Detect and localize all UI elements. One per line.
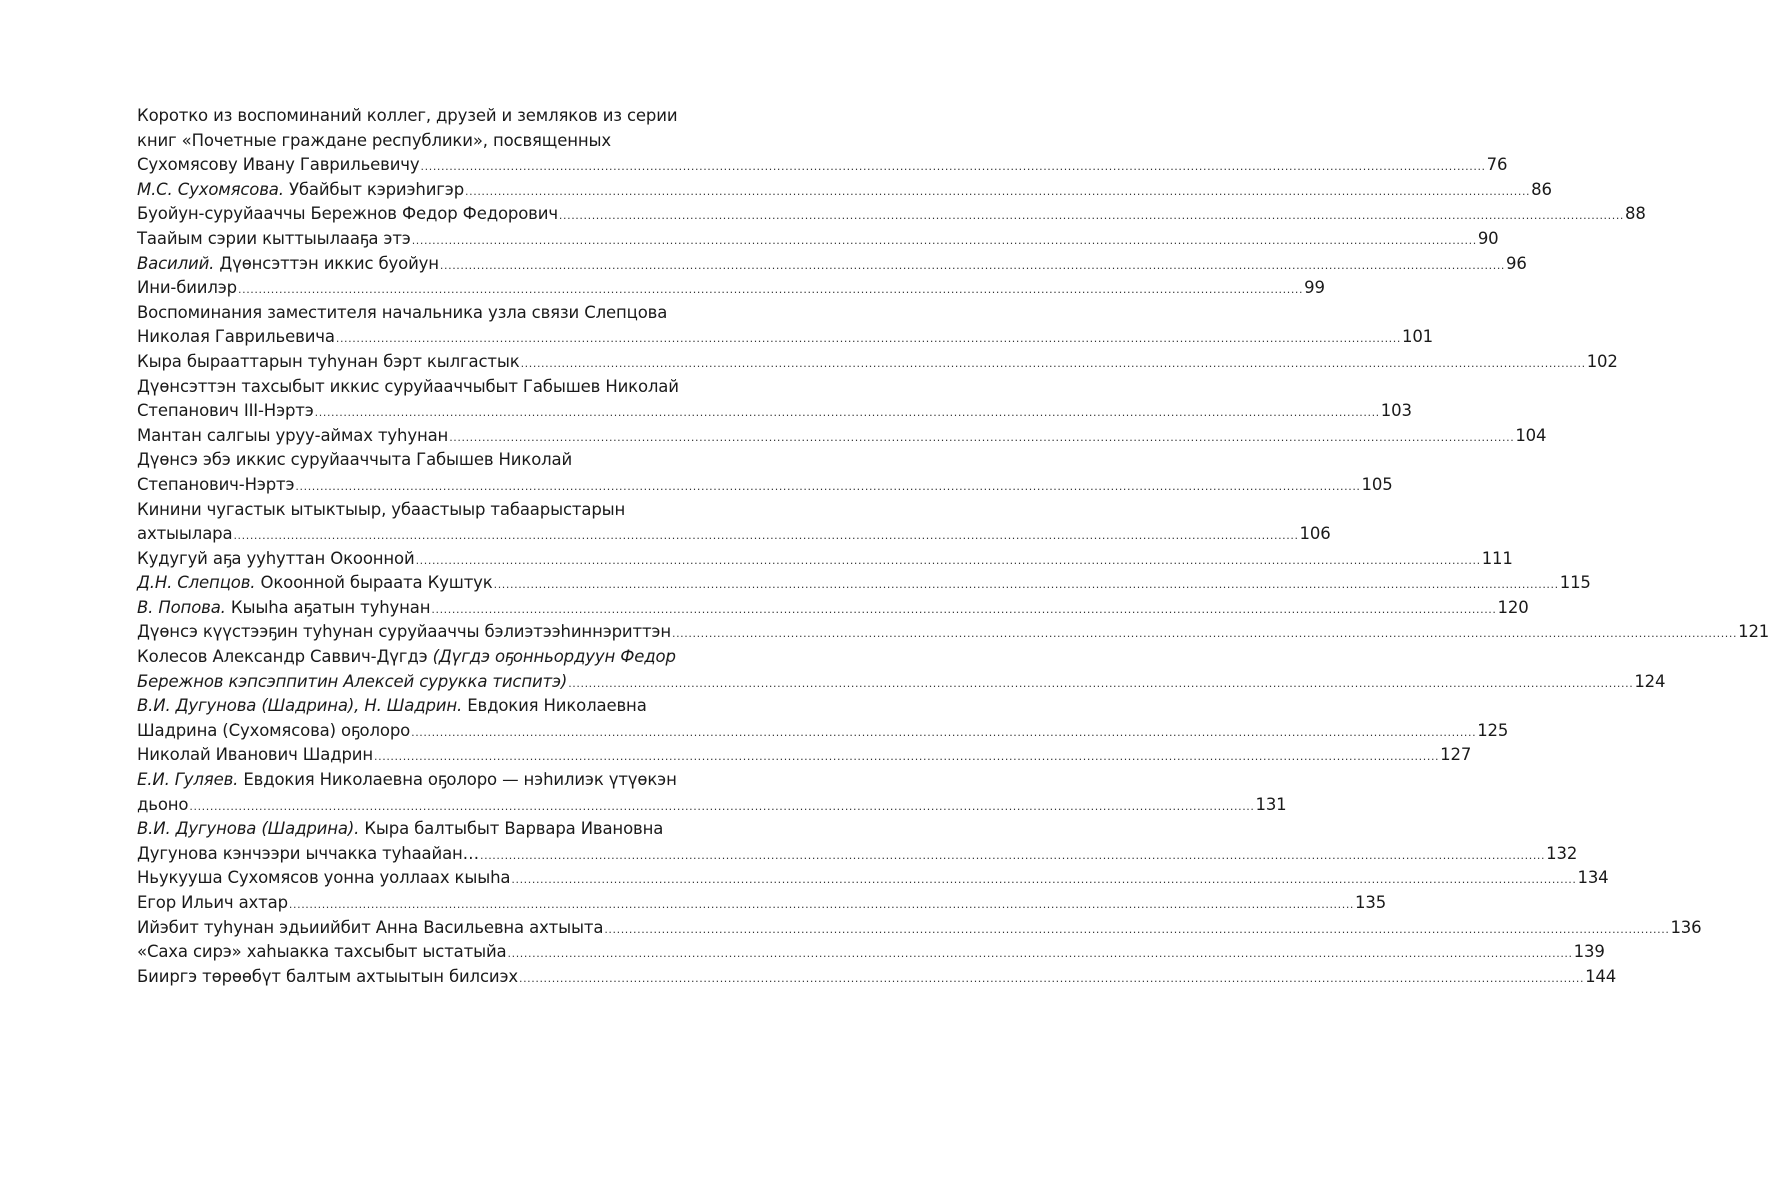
dot-leader: .................................................................................................................................................................................................................................................................... — [314, 406, 1380, 420]
toc-entry[interactable] — [137, 375, 1412, 424]
dot-leader: .................................................................................................................................................................................................................................................................... — [518, 971, 1585, 985]
toc-entry-line: Дүөнсэ эбэ иккис суруйааччыта Габышев Николай — [137, 450, 573, 470]
entry-title-text: Ийэбит туһунан эдьиийбит Анна Васильевна ахтыыта — [137, 917, 604, 937]
entry-text — [137, 743, 373, 768]
dot-leader: .................................................................................................................................................................................................................................................................... — [411, 725, 1477, 739]
page-number: 86 — [1531, 179, 1552, 199]
toc-entry-last-line — [137, 866, 1609, 891]
entry-text — [137, 276, 237, 301]
page-number: 121 — [1738, 622, 1769, 642]
entry-author-text: Василий. — [137, 253, 215, 273]
entry-title-text: Мантан салгыы уруу-аймах туһунан — [137, 425, 449, 445]
toc-entry[interactable] — [137, 768, 1287, 817]
dot-leader: .................................................................................................................................................................................................................................................................... — [374, 750, 1440, 764]
dot-leader: .................................................................................................................................................................................................................................................................... — [449, 430, 1515, 444]
dot-leader: .................................................................................................................................................................................................................................................................... — [480, 848, 1546, 862]
dot-leader: .................................................................................................................................................................................................................................................................... — [507, 947, 1573, 961]
page-number: 127 — [1440, 745, 1472, 765]
entry-text — [137, 842, 479, 867]
toc-entry-line: Кинини чугастык ытыктыыр, убаастыыр табаарыстарын — [137, 499, 626, 519]
entry-title-text: Евдокия Николаевна оҕолоро — нэһилиэк үтүөкэн — [238, 770, 677, 790]
page-number: 90 — [1477, 228, 1499, 248]
page-number: 135 — [1355, 893, 1387, 912]
entry-text — [137, 522, 232, 547]
entry-title-text: Егор Ильич ахтар — [137, 893, 288, 912]
toc-entry-last-line — [137, 227, 1499, 252]
toc-entry[interactable] — [137, 301, 1434, 350]
toc-entry-last-line — [137, 571, 1591, 596]
toc-entry-line: Коротко из воспоминаний коллег, друзей и земляков из серии — [137, 106, 678, 125]
entry-text — [137, 153, 420, 178]
toc-entry-last-line — [137, 350, 1618, 375]
toc-entry[interactable] — [137, 252, 1527, 277]
entry-title-text: Евдокия Николаевна — [462, 696, 647, 716]
dot-leader: .................................................................................................................................................................................................................................................................... — [238, 283, 1304, 297]
toc-entry-last-line — [137, 891, 1387, 916]
toc-entry-last-line — [137, 670, 1666, 695]
dot-leader: .................................................................................................................................................................................................................................................................... — [431, 602, 1497, 616]
toc-entry-line — [137, 768, 677, 793]
entry-title-text: Дүөнсэ күүстээҕин туһунан суруйааччы бэлиэтээһиннэриттэн — [137, 622, 671, 642]
page-number: 99 — [1304, 278, 1325, 298]
entry-title-text: Степанович III-Нэртэ — [137, 401, 314, 421]
entry-author-text: Е.И. Гуляев. — [137, 770, 239, 790]
toc-entry-last-line — [137, 178, 1552, 203]
toc-entry[interactable] — [137, 645, 1666, 694]
toc-entry-last-line — [137, 743, 1472, 768]
dot-leader: .................................................................................................................................................................................................................................................................... — [420, 160, 1486, 174]
toc-entry[interactable] — [137, 104, 1508, 178]
page-number: 132 — [1546, 843, 1578, 863]
toc-entry[interactable] — [137, 620, 1769, 645]
dot-leader: .................................................................................................................................................................................................................................................................... — [335, 332, 1401, 346]
entry-title-text: Окоонной бырaата Куштук — [255, 573, 493, 593]
page-number: 115 — [1559, 573, 1591, 593]
entry-author-text: В. Попова. — [137, 597, 226, 617]
page-number: 101 — [1401, 327, 1434, 347]
entry-author-text: В.И. Дугунова (Шадрина), Н. Шадрин. — [137, 696, 463, 716]
page-number: 96 — [1506, 253, 1527, 273]
toc-entry-last-line — [137, 719, 1509, 744]
toc-entry[interactable] — [137, 743, 1472, 768]
page-number: 102 — [1586, 351, 1618, 371]
dot-leader: .................................................................................................................................................................................................................................................................... — [415, 553, 1481, 567]
toc-entry[interactable] — [137, 498, 1331, 547]
toc-entry-last-line — [137, 965, 1617, 990]
entry-text — [137, 571, 493, 596]
entry-title-text: Николая Гаврильевича — [137, 327, 335, 347]
entry-title-text: Убайбыт кэриэһигэр — [283, 179, 465, 199]
entry-text — [137, 547, 415, 572]
toc-entry-last-line — [137, 153, 1508, 178]
toc-entry[interactable] — [137, 547, 1513, 572]
page-number: 134 — [1577, 868, 1609, 888]
entry-title-text: Дүөнсэттэн иккис буойун — [214, 253, 439, 273]
dot-leader: .................................................................................................................................................................................................................................................................... — [465, 184, 1531, 198]
toc-entry[interactable] — [137, 817, 1578, 866]
dot-leader: .................................................................................................................................................................................................................................................................... — [520, 356, 1586, 370]
entry-text — [137, 350, 520, 375]
toc-entry[interactable] — [137, 694, 1509, 743]
entry-title-text: Дугунова кэнчээри ыччакка туһаайан… — [137, 843, 480, 863]
dot-leader: .................................................................................................................................................................................................................................................................... — [288, 898, 1355, 911]
toc-entry[interactable] — [137, 202, 1646, 227]
toc-entry-last-line — [137, 793, 1287, 818]
toc-entry-last-line — [137, 325, 1434, 350]
entry-author-text: М.С. Сухомясова. — [137, 179, 284, 199]
page-number: 131 — [1255, 794, 1287, 814]
entry-text — [137, 670, 567, 695]
dot-leader: .................................................................................................................................................................................................................................................................... — [439, 258, 1506, 272]
toc-entry[interactable] — [137, 965, 1617, 990]
page-number: 136 — [1670, 917, 1702, 937]
table-of-contents — [137, 104, 1769, 989]
toc-entry-line: книг «Почетные граждане республики», посвященных — [137, 130, 611, 150]
toc-entry[interactable] — [137, 178, 1552, 203]
entry-title-text: ахтыылара — [137, 524, 233, 544]
entry-author-text: Бережнов кэпсэппитин Алексей сурукка тиспитэ) — [137, 671, 568, 691]
toc-entry-last-line — [137, 596, 1529, 621]
toc-entry-last-line — [137, 522, 1331, 547]
entry-title-text: Сухомясову Ивану Гаврильевичу — [137, 155, 420, 175]
entry-title-text: Николай Иванович Шадрин — [137, 745, 374, 765]
dot-leader: .................................................................................................................................................................................................................................................................... — [295, 479, 1361, 493]
toc-entry[interactable] — [137, 424, 1547, 449]
dot-leader: .................................................................................................................................................................................................................................................................... — [493, 578, 1559, 592]
entry-text — [137, 620, 671, 645]
entry-title-text: Кыыһа аҕатын туһунан — [225, 597, 431, 617]
dot-leader: .................................................................................................................................................................................................................................................................... — [568, 676, 1634, 690]
dot-leader: .................................................................................................................................................................................................................................................................... — [604, 922, 1670, 936]
toc-entry-last-line — [137, 842, 1578, 867]
dot-leader: .................................................................................................................................................................................................................................................................... — [558, 209, 1625, 223]
toc-entry-line — [137, 645, 676, 670]
entry-title-text: дьоно — [137, 794, 189, 814]
entry-title-text: Шадрина (Сухомясова) оҕолоро — [137, 720, 411, 740]
toc-entry[interactable] — [137, 596, 1529, 621]
entry-author-text: (Дүгдэ оҕонньордуун Федор — [432, 647, 676, 667]
toc-entry-line: Дүөнсэттэн тахсыбыт иккис суруйааччыбыт Габышев Николай — [137, 376, 679, 396]
entry-text — [137, 325, 335, 350]
entry-text — [137, 916, 603, 941]
toc-entry[interactable] — [137, 940, 1605, 965]
page-number: 76 — [1486, 155, 1508, 175]
entry-author-text: В.И. Дугунова (Шадрина). — [137, 819, 360, 839]
toc-entry-line: Воспоминания заместителя начальника узла связи Слепцова — [137, 302, 668, 322]
page-number: 125 — [1477, 720, 1509, 740]
toc-entry[interactable] — [137, 891, 1387, 916]
toc-entry[interactable] — [137, 866, 1609, 891]
entry-title-text: Бииргэ төрөөбүт балтым ахтыытын билсиэх — [137, 966, 518, 986]
toc-entry[interactable] — [137, 350, 1618, 375]
page-number: 111 — [1481, 548, 1513, 568]
entry-text — [137, 252, 439, 277]
page-number: 106 — [1299, 524, 1331, 544]
toc-entry[interactable] — [137, 571, 1591, 596]
entry-title-text: Кудугуй аҕа ууһуттан Окоонной — [137, 548, 415, 568]
page-number: 124 — [1634, 671, 1666, 691]
toc-entry-last-line — [137, 424, 1547, 449]
entry-text — [137, 178, 464, 203]
page-number: 105 — [1361, 474, 1393, 494]
toc-entry-last-line — [137, 276, 1325, 301]
entry-title-text: Кыра балтыбыт Варвара Ивановна — [359, 819, 664, 839]
entry-author-text: Д.Н. Слепцов. — [137, 573, 256, 593]
entry-text — [137, 202, 558, 227]
dot-leader: .................................................................................................................................................................................................................................................................... — [511, 873, 1577, 887]
dot-leader: .................................................................................................................................................................................................................................................................... — [189, 799, 1255, 813]
toc-entry-last-line — [137, 202, 1646, 227]
toc-entry-last-line — [137, 547, 1513, 572]
page-number: 139 — [1573, 942, 1605, 962]
toc-entry-line — [137, 817, 669, 842]
entry-title-text: Ньукууша Сухомясов уонна уоллаах кыыһа — [137, 868, 511, 888]
entry-text — [137, 891, 288, 916]
entry-text — [137, 719, 410, 744]
entry-text — [137, 940, 507, 965]
dot-leader: .................................................................................................................................................................................................................................................................... — [233, 529, 1299, 543]
toc-entry[interactable] — [137, 916, 1702, 941]
toc-entry-last-line — [137, 399, 1412, 424]
entry-text — [137, 793, 188, 818]
toc-entry-last-line — [137, 252, 1527, 277]
entry-text — [137, 424, 448, 449]
entry-text — [137, 965, 518, 990]
toc-entry[interactable] — [137, 276, 1325, 301]
entry-title-text: Колесов Александр Саввич-Дүгдэ — [137, 647, 433, 667]
entry-title-text: Степанович-Нэртэ — [137, 474, 295, 494]
page-number: 104 — [1515, 425, 1547, 445]
page-number: 88 — [1625, 204, 1646, 224]
entry-title-text: Ини-биилэр — [137, 278, 238, 298]
toc-entry-line — [137, 694, 669, 719]
page-number: 144 — [1585, 966, 1617, 986]
toc-entry[interactable] — [137, 227, 1499, 252]
toc-entry-last-line — [137, 620, 1769, 645]
entry-text — [137, 473, 294, 498]
entry-text — [137, 227, 411, 252]
page-number: 120 — [1497, 597, 1529, 617]
dot-leader: .................................................................................................................................................................................................................................................................... — [411, 233, 1477, 247]
toc-entry[interactable] — [137, 448, 1393, 497]
entry-text — [137, 399, 314, 424]
dot-leader: .................................................................................................................................................................................................................................................................... — [671, 627, 1738, 641]
entry-title-text: Кыра бырааттарын туһунан бэрт кылгастык — [137, 351, 520, 371]
toc-entry-last-line — [137, 473, 1393, 498]
entry-title-text: Буойун-суруйааччы Бережнов Федор Федорович — [137, 204, 558, 224]
entry-text — [137, 866, 510, 891]
page-number: 103 — [1380, 401, 1412, 421]
entry-text — [137, 596, 430, 621]
entry-title-text: «Саха сирэ» хаһыакка тахсыбыт ыстатыйа — [137, 942, 507, 962]
entry-title-text: Таайым сэрии кыттыылааҕа этэ — [137, 228, 411, 248]
toc-entry-last-line — [137, 916, 1702, 941]
toc-entry-last-line — [137, 940, 1605, 965]
